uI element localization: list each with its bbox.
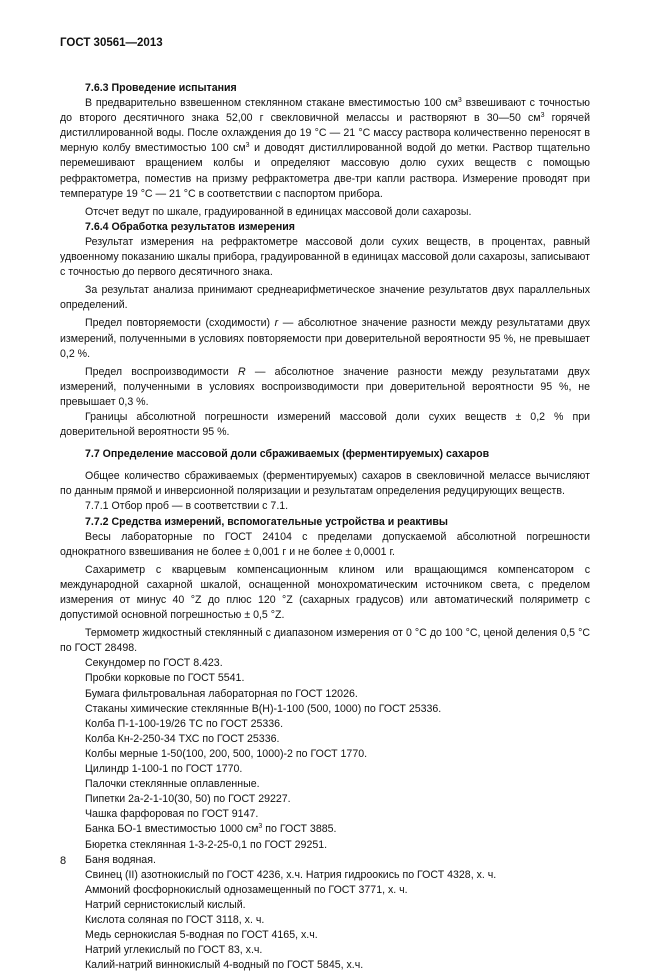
list-item: Кислота соляная по ГОСТ 3118, х. ч. [85,913,265,926]
text-span: Предел воспроизводимости [85,365,238,378]
paragraph: Весы лабораторные по ГОСТ 24104 с пределами допускаемой абсолютной погрешности однократного взвешивания не более ± 0,001 г и не более ± 0,0001 г. [60,530,590,558]
list-item: Баня водяная. [85,853,156,866]
paragraph: Результат измерения на рефрактометре массовой доли сухих веществ, в процентах, равный удвоенному показанию шкалы прибора, градуированной в единицах массовой доли сахарозы, записывают с точностью до первого десятичного знака. [60,235,590,279]
list-item: Свинец (II) азотнокислый по ГОСТ 4236, х.ч. Натрия гидроокись по ГОСТ 4328, х. ч. [85,868,497,881]
list-item: Аммоний фосфорнокислый однозамещенный по ГОСТ 3771, х. ч. [85,883,408,896]
list-item: Пробки корковые по ГОСТ 5541. [85,672,245,685]
section-heading-7-7-2: 7.7.2 Средства измерений, вспомогательные устройства и реактивы [85,515,448,528]
paragraph [60,316,590,361]
text-span: — абсолютное значение разности между результатами двух измерений, полученными в условиях воспроизводимости при доверительной вероятности 95 %, не превышает 0,3 %. [60,365,590,408]
superscript: 3 [540,112,545,120]
list-item: Чашка фарфоровая по ГОСТ 9147. [85,808,259,821]
paragraph: Термометр жидкостный стеклянный с диапазоном измерения от 0 °С до 100 °С, ценой деления 0,5 °С по ГОСТ 28498. [60,627,590,655]
paragraph: 7.7.1 Отбор проб — в соответствии с 7.1. [85,500,289,513]
list-item: Бюретка стеклянная 1-3-2-25-0,1 по ГОСТ 29251. [85,838,328,851]
paragraph: Отсчет ведут по шкале, градуированной в единицах массовой доли сахарозы. [85,205,472,218]
superscript: 3 [457,97,462,105]
list-item: Натрий сернистокислый кислый. [85,898,246,911]
list-item: Натрий углекислый по ГОСТ 83, х.ч. [85,944,263,957]
text-span: — абсолютное значение разности между результатами двух измерений, полученными в условиях повторяемости при доверительной вероятности 95 %, не превышает 0,2 %. [60,317,590,360]
list-item: Стаканы химические стеклянные В(Н)-1-100 (500, 1000) по ГОСТ 25336. [85,702,442,715]
document-body [60,81,590,973]
superscript: 3 [258,823,263,831]
text-span: Банка БО-1 вместимостью 1000 см [85,823,259,836]
symbol-R: R [237,365,246,378]
text-span: и доводят дистиллированной водой до метки. Раствор тщательно перемешивают вращением колбы и определяют массовую долю сухих веществ с помощью рефрактометра, поместив на призму рефрактометра две-три капли раствора. Измерение проводят при температуре 19 °С — 21 °С в соответствии с паспортом прибора. [60,142,591,200]
paragraph: За результат анализа принимают среднеарифметическое значение результатов двух параллельных определений. [60,284,590,312]
paragraph [60,96,590,202]
paragraph: Границы абсолютной погрешности измерений массовой доли сухих веществ ± 0,2 % при доверительной вероятности 95 %. [60,410,590,439]
text-span: по ГОСТ 3885. [262,823,337,836]
list-item: Колбы мерные 1-50(100, 200, 500, 1000)-2 по ГОСТ 1770. [85,747,368,760]
section-heading-7-6-4: 7.6.4 Обработка результатов измерения [85,220,295,233]
list-item: Бумага фильтровальная лабораторная по ГОСТ 12026. [85,687,358,700]
text-span: взвешивают с точностью до второго десятичного знака 52,00 г свекловичной мелассы и растворяют в 30—50 см [60,97,590,125]
document-header: ГОСТ 30561—2013 [60,37,163,49]
list-item: Цилиндр 1-100-1 по ГОСТ 1770. [85,763,243,776]
paragraph [60,365,590,410]
list-item: Палочки стеклянные оплавленные. [85,778,260,791]
list-item: Секундомер по ГОСТ 8.423. [85,657,223,670]
page-number: 8 [60,855,67,867]
list-item: Медь сернокислая 5-водная по ГОСТ 4165, х.ч. [85,929,318,942]
superscript: 3 [245,142,250,150]
text-span: В предварительно взвешенном стеклянном стакане вместимостью 100 см [85,97,458,110]
paragraph: Сахариметр с кварцевым компенсационным клином или вращающимся компенсатором с международной сахарной шкалой, оснащенной монохроматическим источником света, с пределом измерения от минус 40 °Z до плюс 120 °Z (сахарных градусов) или автоматический поляриметр с допустимой основной погрешностью ± 0,5 °Z. [60,563,590,622]
text-span: горячей дистиллированной воды. После охлаждения до 19 °С — 21 °С массу раствора количественно переносят в мерную колбу вместимостью 100 см [60,112,590,155]
list-item: Колба Кн-2-250-34 ТХС по ГОСТ 25336. [85,732,280,745]
section-heading-7-7: 7.7 Определение массовой доли сбраживаемых (ферментируемых) сахаров [85,448,490,461]
list-item [60,822,590,837]
list-item: Колба П-1-100-19/26 ТС по ГОСТ 25336. [85,717,284,730]
text-span: Предел повторяемости (сходимости) [85,317,275,330]
list-item: Калий-натрий виннокислый 4-водный по ГОСТ 5845, х.ч. [85,959,364,972]
symbol-r: r [274,317,279,330]
list-item: Пипетки 2а-2-1-10(30, 50) по ГОСТ 29227. [85,793,291,806]
section-heading-7-6-3: 7.6.3 Проведение испытания [85,82,237,94]
paragraph: Общее количество сбраживаемых (ферментируемых) сахаров в свекловичной мелассе вычисляют по данным прямой и инверсионной поляризации и результатам определения редуцирующих веществ. [60,470,590,498]
